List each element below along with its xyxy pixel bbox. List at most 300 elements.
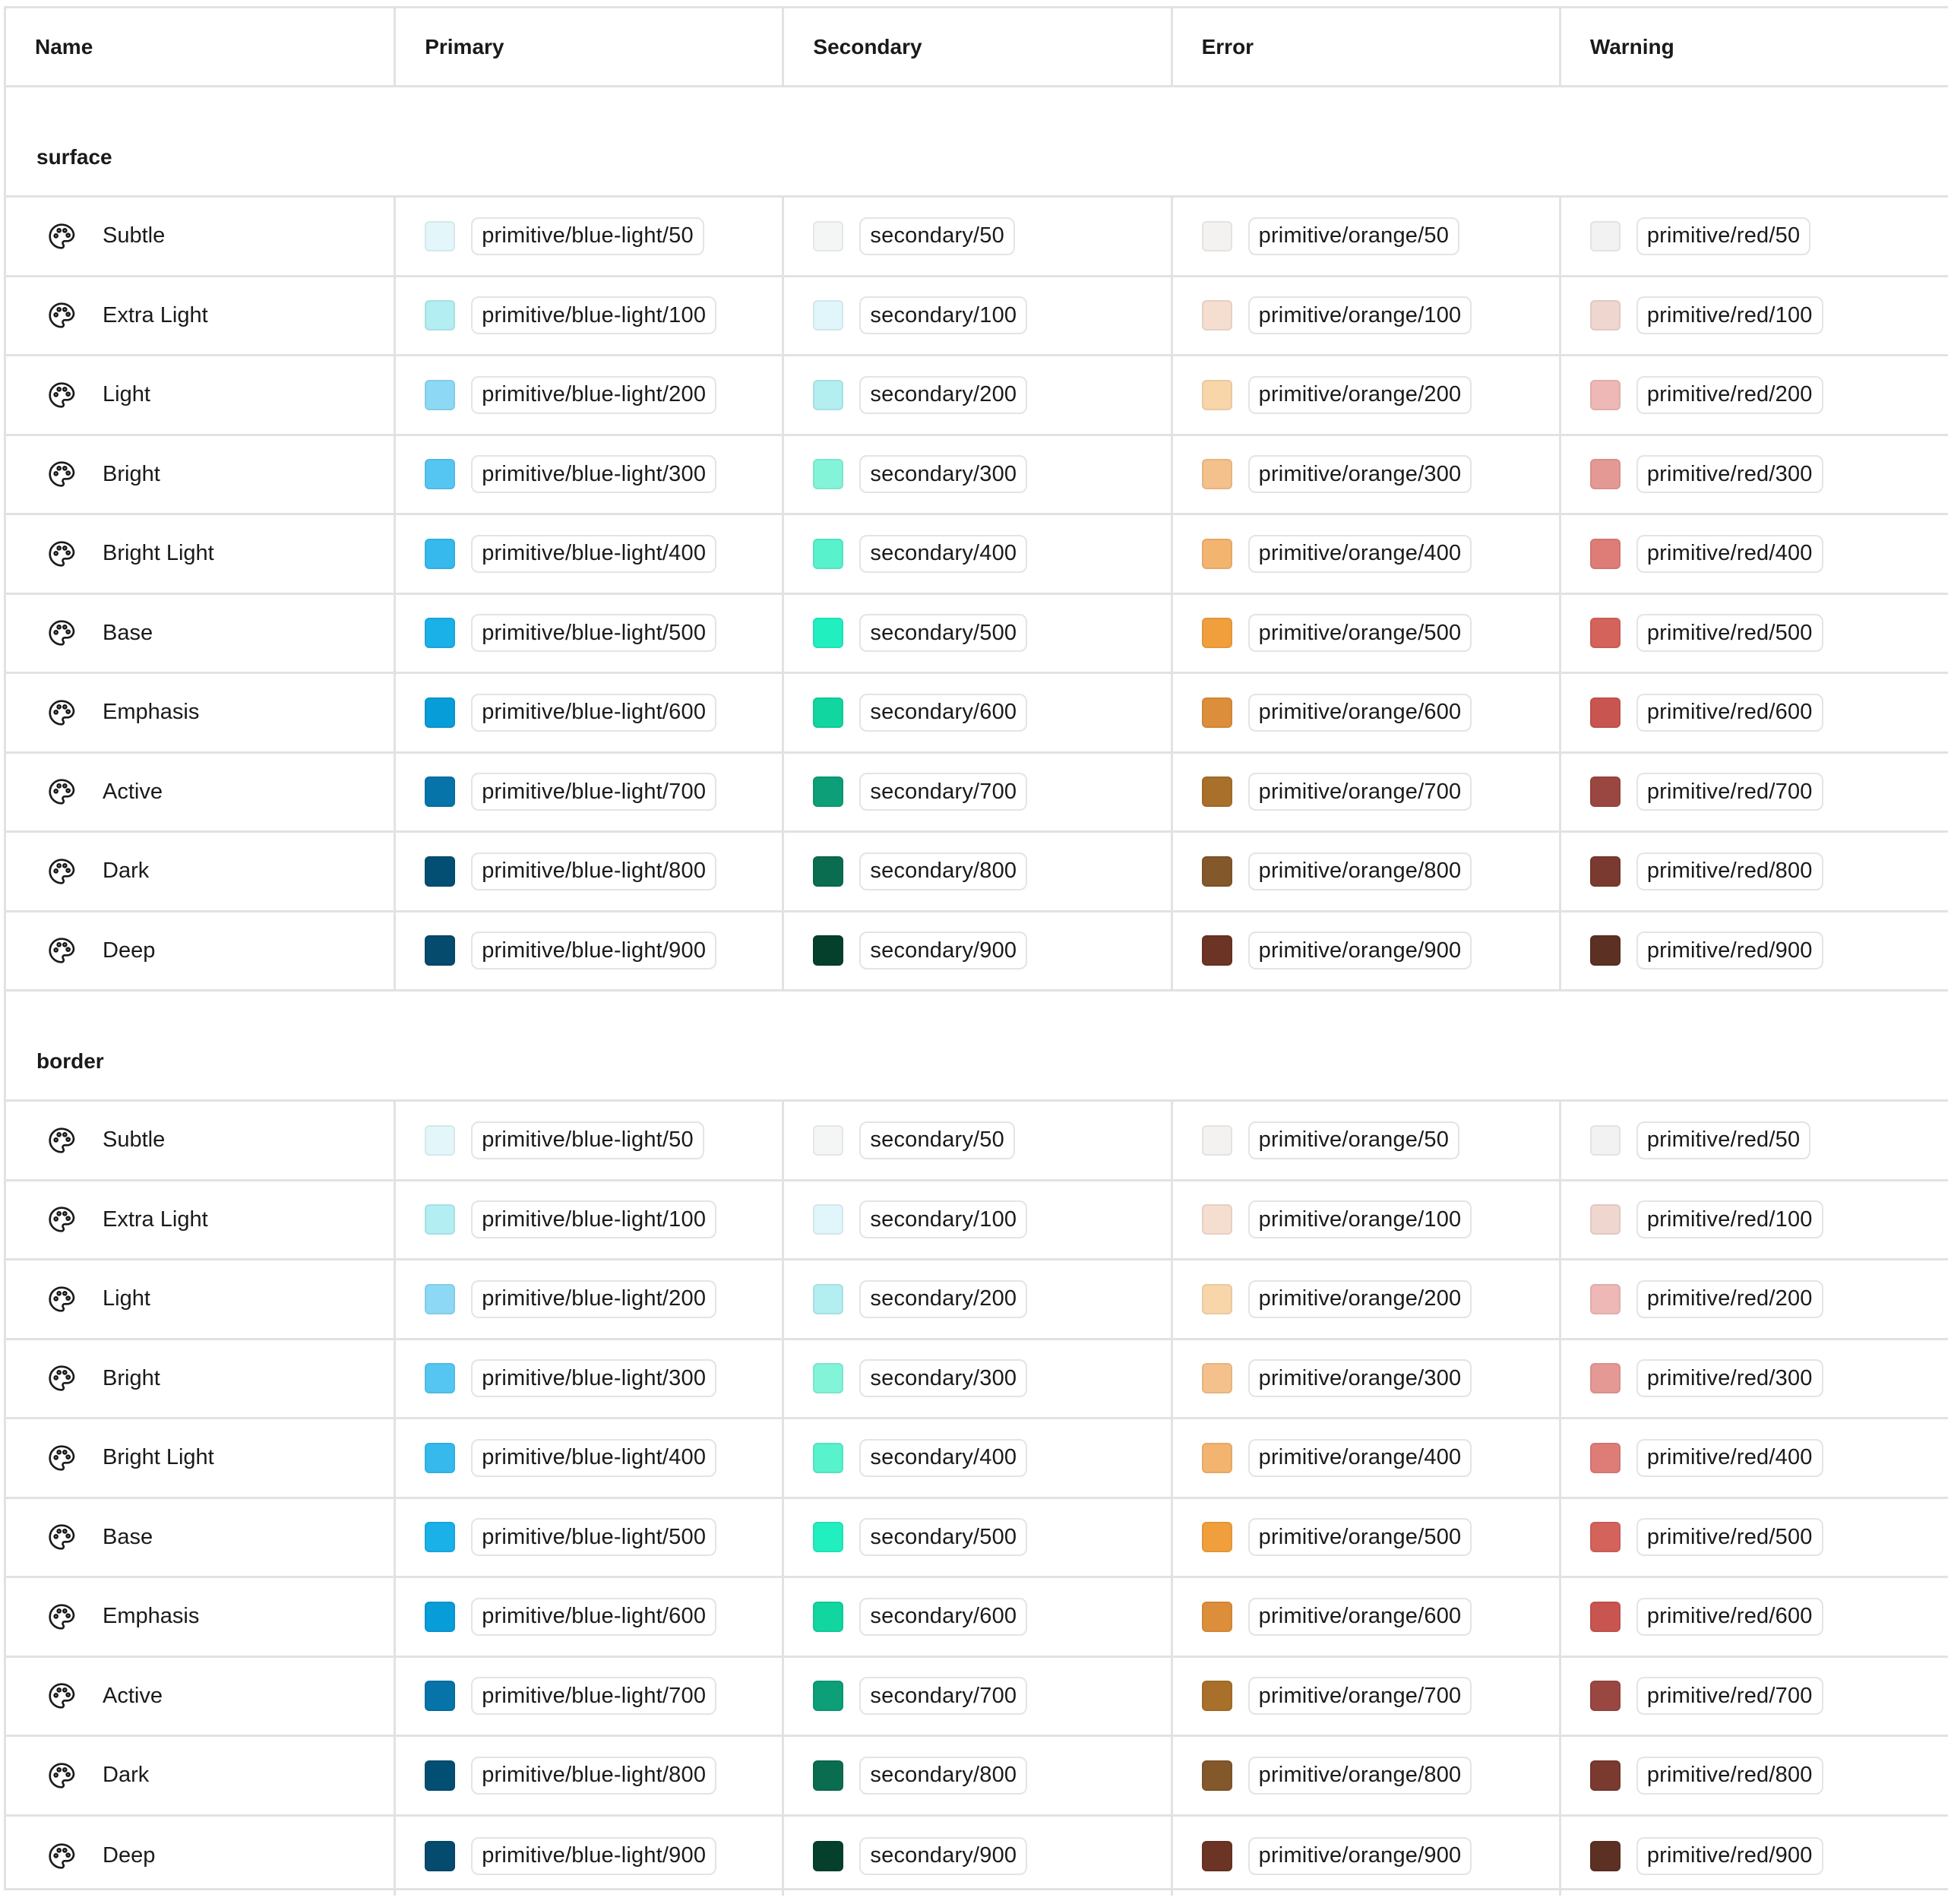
column-header-primary[interactable]: Primary	[394, 8, 782, 85]
color-swatch[interactable]	[425, 1284, 455, 1314]
token-chip[interactable]: primitive/blue-light/800	[471, 852, 716, 890]
primary-cell	[394, 1102, 782, 1179]
color-swatch[interactable]	[425, 221, 455, 251]
color-swatch[interactable]	[1590, 539, 1621, 569]
token-chip[interactable]: primitive/blue-light/400	[471, 535, 716, 573]
primary-cell	[394, 1260, 782, 1338]
primary-cell	[394, 198, 782, 275]
palette-icon	[46, 539, 77, 569]
token-chip[interactable]: secondary/600	[859, 694, 1027, 732]
token-chip[interactable]: primitive/blue-light/50	[471, 1121, 704, 1159]
row-name-label: Bright Light	[103, 1445, 214, 1470]
warning-cell	[1559, 912, 1948, 990]
token-chip[interactable]: secondary/300	[859, 1359, 1027, 1397]
color-swatch[interactable]	[425, 1522, 455, 1552]
color-swatch[interactable]	[425, 1363, 455, 1393]
name-cell	[6, 515, 394, 593]
row-name-label: Light	[103, 1286, 150, 1311]
token-chip[interactable]: primitive/blue-light/300	[471, 455, 716, 493]
color-swatch[interactable]	[813, 539, 843, 569]
error-cell	[1171, 912, 1559, 990]
token-chip[interactable]: primitive/orange/200	[1248, 1280, 1472, 1318]
secondary-cell	[782, 515, 1170, 593]
color-swatch[interactable]	[425, 1760, 455, 1791]
name-cell	[6, 1419, 394, 1497]
name-cell	[6, 912, 394, 990]
color-token-table	[4, 6, 1948, 1890]
row-name-label: Emphasis	[103, 1604, 200, 1629]
palette-icon	[46, 935, 77, 966]
color-swatch[interactable]	[425, 618, 455, 648]
token-chip[interactable]: primitive/orange/100	[1248, 296, 1472, 334]
palette-icon	[46, 1841, 77, 1871]
color-swatch[interactable]	[425, 856, 455, 887]
token-chip[interactable]: primitive/blue-light/600	[471, 1598, 716, 1636]
secondary-cell	[782, 1499, 1170, 1577]
token-chip[interactable]: primitive/orange/800	[1248, 1757, 1472, 1795]
color-swatch[interactable]	[425, 539, 455, 569]
name-cell	[6, 277, 394, 355]
color-swatch[interactable]	[425, 1443, 455, 1473]
color-swatch[interactable]	[425, 935, 455, 966]
error-cell	[1171, 595, 1559, 672]
color-swatch[interactable]	[813, 1760, 843, 1791]
color-swatch[interactable]	[425, 380, 455, 410]
token-chip[interactable]: primitive/orange/600	[1248, 1598, 1472, 1636]
primary-cell	[394, 674, 782, 751]
primary-cell	[394, 1737, 782, 1814]
primary-cell	[394, 356, 782, 434]
color-swatch[interactable]	[425, 459, 455, 489]
token-chip[interactable]: secondary/700	[859, 773, 1027, 811]
color-swatch[interactable]	[1590, 1760, 1621, 1791]
error-cell	[1171, 1817, 1559, 1896]
table-row[interactable]	[6, 674, 1948, 754]
color-swatch[interactable]	[813, 1125, 843, 1156]
secondary-cell	[782, 1737, 1170, 1814]
section-header-border	[6, 992, 1948, 1102]
error-cell	[1171, 515, 1559, 593]
secondary-cell	[782, 595, 1170, 672]
table-row[interactable]	[6, 1181, 1948, 1261]
secondary-cell	[782, 1181, 1170, 1259]
token-chip[interactable]: primitive/red/900	[1636, 1837, 1823, 1875]
row-name-label: Deep	[103, 938, 156, 963]
name-cell	[6, 1817, 394, 1896]
token-chip[interactable]: primitive/blue-light/300	[471, 1359, 716, 1397]
warning-cell	[1559, 515, 1948, 593]
table-row[interactable]	[6, 198, 1948, 277]
row-name-label: Bright Light	[103, 541, 214, 566]
token-chip[interactable]: primitive/red/800	[1636, 1757, 1823, 1795]
warning-cell	[1559, 356, 1948, 434]
name-cell	[6, 1737, 394, 1814]
token-chip[interactable]: primitive/blue-light/700	[471, 1677, 716, 1715]
row-name-label: Deep	[103, 1843, 156, 1868]
primary-cell	[394, 595, 782, 672]
token-chip[interactable]: primitive/blue-light/100	[471, 1200, 716, 1238]
token-chip[interactable]: primitive/red/700	[1636, 1677, 1823, 1715]
table-row[interactable]	[6, 515, 1948, 595]
warning-cell	[1559, 1260, 1948, 1338]
palette-icon	[46, 1443, 77, 1473]
color-swatch[interactable]	[1202, 856, 1232, 887]
error-cell	[1171, 1260, 1559, 1338]
color-swatch[interactable]	[425, 1841, 455, 1871]
token-chip[interactable]: primitive/red/100	[1636, 1200, 1823, 1238]
color-swatch[interactable]	[813, 380, 843, 410]
token-chip[interactable]: secondary/700	[859, 1677, 1027, 1715]
token-chip[interactable]: secondary/500	[859, 614, 1027, 652]
color-swatch[interactable]	[1202, 380, 1232, 410]
token-chip[interactable]: primitive/orange/300	[1248, 1359, 1472, 1397]
name-cell	[6, 1260, 394, 1338]
token-chip[interactable]: primitive/orange/50	[1248, 217, 1459, 255]
color-swatch[interactable]	[813, 1363, 843, 1393]
palette-icon	[46, 1681, 77, 1711]
token-chip[interactable]: primitive/red/200	[1636, 1280, 1823, 1318]
name-cell	[6, 1181, 394, 1259]
palette-icon	[46, 1363, 77, 1393]
color-swatch[interactable]	[1202, 1841, 1232, 1871]
primary-cell	[394, 277, 782, 355]
section-title: border	[36, 1049, 104, 1073]
table-row[interactable]	[6, 1658, 1948, 1738]
token-chip[interactable]: primitive/blue-light/900	[471, 931, 716, 969]
color-swatch[interactable]	[1202, 1681, 1232, 1711]
token-chip[interactable]: primitive/red/500	[1636, 614, 1823, 652]
primary-cell	[394, 1817, 782, 1896]
name-cell	[6, 674, 394, 751]
secondary-cell	[782, 1658, 1170, 1735]
color-swatch[interactable]	[1202, 776, 1232, 807]
error-cell	[1171, 1658, 1559, 1735]
color-swatch[interactable]	[1202, 1125, 1232, 1156]
table-row[interactable]	[6, 356, 1948, 436]
row-name-label: Subtle	[103, 1128, 166, 1153]
row-name-label: Base	[103, 1524, 153, 1549]
table-row[interactable]	[6, 595, 1948, 675]
color-swatch[interactable]	[813, 1443, 843, 1473]
token-chip[interactable]: primitive/blue-light/400	[471, 1439, 716, 1477]
table-row[interactable]	[6, 1499, 1948, 1579]
color-swatch[interactable]	[425, 776, 455, 807]
color-swatch[interactable]	[1590, 300, 1621, 331]
color-swatch[interactable]	[425, 1681, 455, 1711]
palette-icon	[46, 1125, 77, 1156]
token-chip[interactable]: primitive/red/900	[1636, 931, 1823, 969]
color-swatch[interactable]	[813, 1602, 843, 1632]
color-swatch[interactable]	[1202, 1363, 1232, 1393]
color-swatch[interactable]	[813, 776, 843, 807]
primary-cell	[394, 1499, 782, 1577]
color-swatch[interactable]	[425, 1602, 455, 1632]
color-swatch[interactable]	[1202, 1284, 1232, 1314]
token-chip[interactable]: primitive/red/300	[1636, 1359, 1823, 1397]
token-chip[interactable]: secondary/200	[859, 1280, 1027, 1318]
color-swatch[interactable]	[1590, 459, 1621, 489]
secondary-cell	[782, 1578, 1170, 1656]
row-name-label: Active	[103, 779, 163, 804]
palette-icon	[46, 1602, 77, 1632]
table-row[interactable]	[6, 1578, 1948, 1658]
column-header-name[interactable]: Name	[35, 34, 93, 59]
primary-cell	[394, 1419, 782, 1497]
token-chip[interactable]: primitive/orange/200	[1248, 376, 1472, 414]
color-swatch[interactable]	[1590, 1363, 1621, 1393]
table-row[interactable]	[6, 1737, 1948, 1817]
token-chip[interactable]: primitive/red/400	[1636, 535, 1823, 573]
error-cell	[1171, 1737, 1559, 1814]
error-cell	[1171, 754, 1559, 831]
warning-cell	[1559, 1817, 1948, 1896]
table-row[interactable]	[6, 833, 1948, 912]
token-chip[interactable]: primitive/blue-light/200	[471, 1280, 716, 1318]
token-chip[interactable]: primitive/blue-light/700	[471, 773, 716, 811]
name-cell	[6, 754, 394, 831]
table-row[interactable]	[6, 1419, 1948, 1499]
color-swatch[interactable]	[1590, 1443, 1621, 1473]
color-swatch[interactable]	[813, 459, 843, 489]
color-swatch[interactable]	[813, 221, 843, 251]
primary-cell	[394, 833, 782, 910]
color-swatch[interactable]	[1590, 1204, 1621, 1235]
token-chip[interactable]: primitive/orange/900	[1248, 1837, 1472, 1875]
token-chip[interactable]: primitive/orange/700	[1248, 1677, 1472, 1715]
color-swatch[interactable]	[1202, 1602, 1232, 1632]
table-row[interactable]	[6, 1102, 1948, 1181]
primary-cell	[394, 754, 782, 831]
token-chip[interactable]: secondary/50	[859, 217, 1015, 255]
color-swatch[interactable]	[1590, 776, 1621, 807]
primary-cell	[394, 1658, 782, 1735]
warning-cell	[1559, 1578, 1948, 1656]
color-swatch[interactable]	[1590, 1681, 1621, 1711]
token-chip[interactable]: primitive/blue-light/900	[471, 1837, 716, 1875]
color-swatch[interactable]	[1590, 935, 1621, 966]
palette-icon	[46, 1284, 77, 1314]
table-row[interactable]	[6, 436, 1948, 516]
color-swatch[interactable]	[1202, 697, 1232, 728]
table-row[interactable]	[6, 754, 1948, 833]
warning-cell	[1559, 754, 1948, 831]
token-chip[interactable]: secondary/100	[859, 296, 1027, 334]
token-chip[interactable]: secondary/800	[859, 852, 1027, 890]
secondary-cell	[782, 1817, 1170, 1896]
section-header-surface	[6, 87, 1948, 198]
token-chip[interactable]: primitive/orange/800	[1248, 852, 1472, 890]
color-swatch[interactable]	[1590, 697, 1621, 728]
token-chip[interactable]: primitive/red/50	[1636, 1121, 1810, 1159]
color-swatch[interactable]	[1202, 221, 1232, 251]
color-swatch[interactable]	[813, 1204, 843, 1235]
token-chip[interactable]: primitive/orange/700	[1248, 773, 1472, 811]
column-header-warning[interactable]: Warning	[1559, 8, 1948, 85]
token-chip[interactable]: primitive/red/600	[1636, 1598, 1823, 1636]
token-chip[interactable]: secondary/500	[859, 1518, 1027, 1556]
token-chip[interactable]: secondary/900	[859, 931, 1027, 969]
color-swatch[interactable]	[1590, 380, 1621, 410]
color-swatch[interactable]	[1202, 300, 1232, 331]
color-swatch[interactable]	[1202, 459, 1232, 489]
table-row[interactable]	[6, 1260, 1948, 1340]
color-swatch[interactable]	[813, 935, 843, 966]
token-chip[interactable]: secondary/50	[859, 1121, 1015, 1159]
palette-icon	[46, 1760, 77, 1791]
color-swatch[interactable]	[813, 1681, 843, 1711]
color-swatch[interactable]	[1202, 1522, 1232, 1552]
token-chip[interactable]: primitive/red/50	[1636, 217, 1810, 255]
token-chip[interactable]: secondary/900	[859, 1837, 1027, 1875]
token-chip[interactable]: primitive/orange/100	[1248, 1200, 1472, 1238]
token-chip[interactable]: secondary/400	[859, 1439, 1027, 1477]
color-swatch[interactable]	[1202, 1204, 1232, 1235]
secondary-cell	[782, 198, 1170, 275]
error-cell	[1171, 833, 1559, 910]
table-row[interactable]	[6, 277, 1948, 357]
color-swatch[interactable]	[1590, 1125, 1621, 1156]
color-swatch[interactable]	[1590, 221, 1621, 251]
primary-cell	[394, 1340, 782, 1418]
error-cell	[1171, 436, 1559, 514]
row-name-label: Extra Light	[103, 302, 208, 327]
row-name-label: Base	[103, 620, 153, 645]
token-chip[interactable]: primitive/orange/900	[1248, 931, 1472, 969]
token-chip[interactable]: primitive/orange/500	[1248, 614, 1472, 652]
token-chip[interactable]: primitive/blue-light/50	[471, 217, 704, 255]
secondary-cell	[782, 674, 1170, 751]
token-chip[interactable]: primitive/orange/600	[1248, 694, 1472, 732]
color-swatch[interactable]	[1590, 1841, 1621, 1871]
row-name-label: Emphasis	[103, 700, 200, 725]
secondary-cell	[782, 754, 1170, 831]
warning-cell	[1559, 1658, 1948, 1735]
color-swatch[interactable]	[1590, 1602, 1621, 1632]
warning-cell	[1559, 674, 1948, 751]
table-row[interactable]	[6, 912, 1948, 992]
table-row[interactable]	[6, 1817, 1948, 1896]
palette-icon	[46, 1204, 77, 1235]
token-chip[interactable]: secondary/800	[859, 1757, 1027, 1795]
color-swatch[interactable]	[1202, 1760, 1232, 1791]
color-swatch[interactable]	[1590, 1522, 1621, 1552]
token-chip[interactable]: primitive/red/600	[1636, 694, 1823, 732]
color-swatch[interactable]	[1590, 856, 1621, 887]
warning-cell	[1559, 1499, 1948, 1577]
color-swatch[interactable]	[425, 697, 455, 728]
name-cell	[6, 1658, 394, 1735]
palette-icon	[46, 300, 77, 331]
color-swatch[interactable]	[813, 1284, 843, 1314]
color-swatch[interactable]	[1202, 539, 1232, 569]
secondary-cell	[782, 912, 1170, 990]
color-swatch[interactable]	[813, 1522, 843, 1552]
color-swatch[interactable]	[813, 856, 843, 887]
error-cell	[1171, 198, 1559, 275]
color-swatch[interactable]	[1202, 935, 1232, 966]
palette-icon	[46, 380, 77, 410]
row-name-label: Active	[103, 1683, 163, 1708]
token-chip[interactable]: primitive/red/700	[1636, 773, 1823, 811]
primary-cell	[394, 912, 782, 990]
color-swatch[interactable]	[425, 1125, 455, 1156]
secondary-cell	[782, 277, 1170, 355]
warning-cell	[1559, 198, 1948, 275]
token-chip[interactable]: secondary/200	[859, 376, 1027, 414]
token-chip[interactable]: secondary/300	[859, 455, 1027, 493]
error-cell	[1171, 674, 1559, 751]
token-chip[interactable]: primitive/orange/300	[1248, 455, 1472, 493]
name-cell	[6, 595, 394, 672]
token-chip[interactable]: primitive/blue-light/800	[471, 1757, 716, 1795]
token-chip[interactable]: primitive/orange/500	[1248, 1518, 1472, 1556]
column-header-secondary[interactable]: Secondary	[782, 8, 1170, 85]
error-cell	[1171, 356, 1559, 434]
row-name-label: Extra Light	[103, 1207, 208, 1232]
token-chip[interactable]: primitive/blue-light/500	[471, 614, 716, 652]
token-chip[interactable]: primitive/red/200	[1636, 376, 1823, 414]
color-swatch[interactable]	[1590, 618, 1621, 648]
token-chip[interactable]: secondary/600	[859, 1598, 1027, 1636]
color-swatch[interactable]	[425, 300, 455, 331]
token-chip[interactable]: primitive/red/500	[1636, 1518, 1823, 1556]
token-chip[interactable]: primitive/orange/400	[1248, 535, 1472, 573]
primary-cell	[394, 1181, 782, 1259]
warning-cell	[1559, 595, 1948, 672]
warning-cell	[1559, 1340, 1948, 1418]
token-chip[interactable]: primitive/blue-light/100	[471, 296, 716, 334]
warning-cell	[1559, 833, 1948, 910]
name-cell	[6, 356, 394, 434]
color-swatch[interactable]	[425, 1204, 455, 1235]
color-swatch[interactable]	[1590, 1284, 1621, 1314]
color-swatch[interactable]	[1202, 618, 1232, 648]
warning-cell	[1559, 1181, 1948, 1259]
error-cell	[1171, 1102, 1559, 1179]
token-chip[interactable]: primitive/red/800	[1636, 852, 1823, 890]
token-chip[interactable]: primitive/blue-light/200	[471, 376, 716, 414]
token-chip[interactable]: secondary/100	[859, 1200, 1027, 1238]
row-name-label: Bright	[103, 1365, 160, 1390]
token-chip[interactable]: secondary/400	[859, 535, 1027, 573]
row-name-label: Light	[103, 382, 150, 407]
color-swatch[interactable]	[1202, 1443, 1232, 1473]
token-chip[interactable]: primitive/blue-light/600	[471, 694, 716, 732]
token-chip[interactable]: primitive/red/300	[1636, 455, 1823, 493]
name-cell	[6, 1102, 394, 1179]
name-cell	[6, 198, 394, 275]
color-swatch[interactable]	[813, 697, 843, 728]
token-chip[interactable]: primitive/blue-light/500	[471, 1518, 716, 1556]
token-chip[interactable]: primitive/red/400	[1636, 1439, 1823, 1477]
row-name-label: Dark	[103, 1763, 150, 1788]
table-row[interactable]	[6, 1340, 1948, 1420]
name-cell	[6, 1340, 394, 1418]
column-header-error[interactable]: Error	[1171, 8, 1559, 85]
secondary-cell	[782, 436, 1170, 514]
color-swatch[interactable]	[813, 618, 843, 648]
name-cell	[6, 1499, 394, 1577]
palette-icon	[46, 1522, 77, 1552]
error-cell	[1171, 1181, 1559, 1259]
section-title: surface	[36, 145, 112, 169]
token-chip[interactable]: primitive/red/100	[1636, 296, 1823, 334]
color-swatch[interactable]	[813, 1841, 843, 1871]
token-chip[interactable]: primitive/orange/400	[1248, 1439, 1472, 1477]
secondary-cell	[782, 1340, 1170, 1418]
token-chip[interactable]: primitive/orange/50	[1248, 1121, 1459, 1159]
color-swatch[interactable]	[813, 300, 843, 331]
